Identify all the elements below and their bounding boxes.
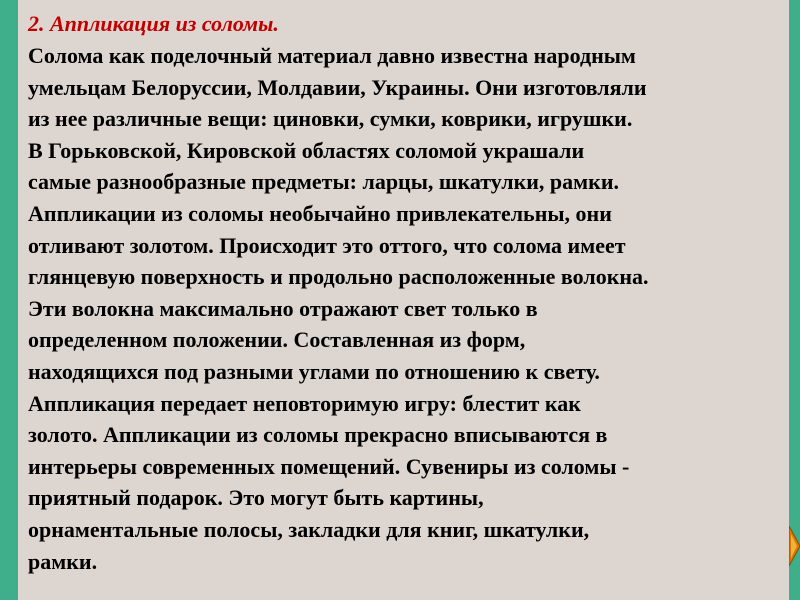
body-line: из нее различные вещи: циновки, сумки, коврики, игрушки. [28,106,633,132]
body-line: орнаментальные полосы, закладки для книг, шкатулки, [28,516,590,542]
body-line: Солома как поделочный материал давно известна народным [28,43,636,68]
body-line: самые разнообразные предметы: ларцы, шкатулки, рамки. [28,169,619,195]
body-line: отливают золотом. Происходит это оттого, что солома имеет [28,232,626,258]
body-line: Аппликация передает неповторимую игру: блестит как [28,390,581,416]
body-line: рамки. [28,548,98,574]
next-slide-button[interactable] [789,526,800,566]
body-line: золото. Аппликации из соломы прекрасно вписываются в [28,422,608,448]
slide-body [28,40,779,577]
slide-title: 2. Аппликация из соломы. [28,11,279,36]
body-line: Аппликации из соломы необычайно привлекательны, они [28,200,612,226]
body-line: В Горьковской, Кировской областях соломой украшали [28,137,585,163]
body-line: умельцам Белоруссии, Молдавии, Украины. Они изготовляли [28,74,647,100]
body-line: определенном положении. Составленная из форм, [28,327,526,353]
body-line: интерьеры современных помещений. Сувениры из соломы - [28,453,630,479]
body-line: Эти волокна максимально отражают свет только в [28,295,538,321]
body-line: глянцевую поверхность и продольно расположенные волокна. [28,264,649,290]
body-line: находящихся под разными углами по отношению к свету. [28,358,600,384]
play-arrow-icon [789,526,800,566]
slide-panel [18,0,789,600]
body-line: приятный подарок. Это могут быть картины, [28,485,484,511]
